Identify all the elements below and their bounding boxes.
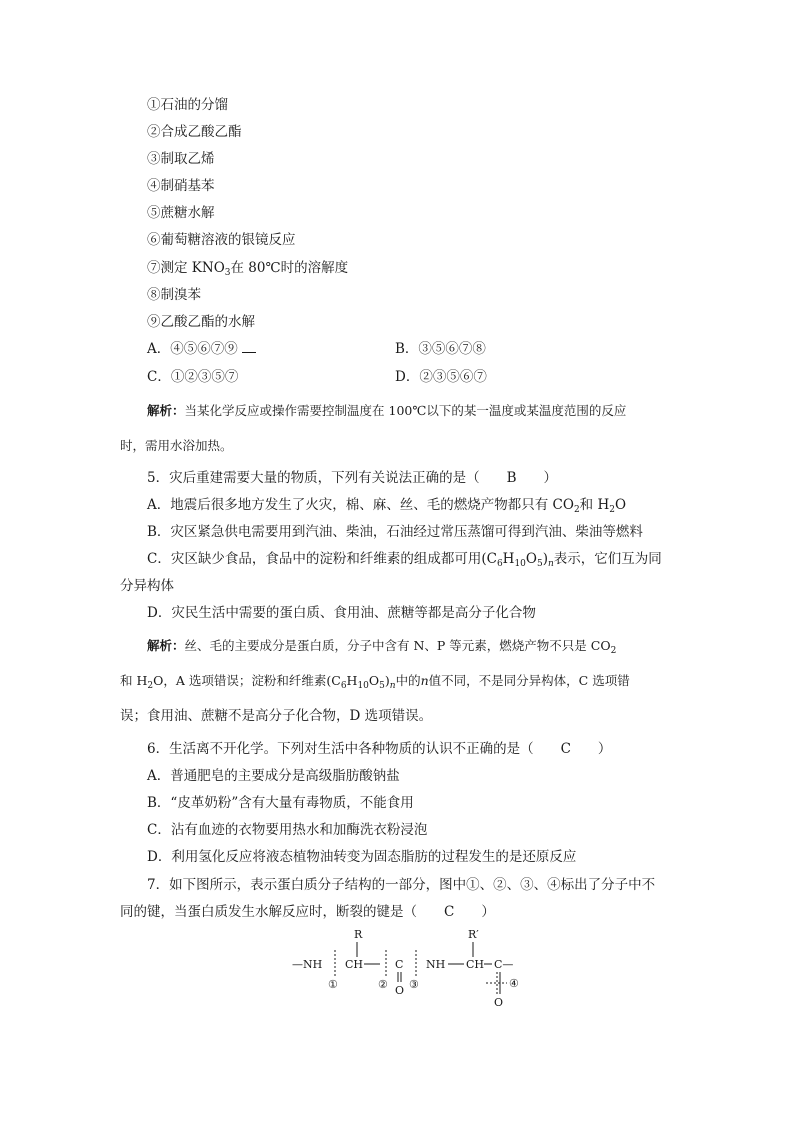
list-item-7: ⑦测定 $KNO_3$在 80℃时的溶解度 — [147, 260, 349, 278]
q5-option-c: C．灾区缺少食品，食品中的淀粉和纤维素的组成都可用$(C_6H_{10}O_5)_n$表示，它们互为同 — [147, 551, 662, 569]
q6-option-d: D．利用氢化反应将液态植物油转变为固态脂肪的过程发生的是还原反应 — [147, 849, 577, 865]
mark-2: ② — [378, 978, 388, 991]
oxygen-1: O — [395, 984, 405, 997]
chain-nh-2: NH — [426, 958, 446, 971]
q6-stem: 6．生活离不开化学。下列对生活中各种物质的认识不正确的是（ C ） — [147, 741, 612, 757]
mark-3: ③ — [409, 978, 419, 991]
substituent-r: R — [354, 928, 363, 941]
q5-option-a: A．地震后很多地方发生了火灾，棉、麻、丝、毛的燃烧产物都只有 $CO_2$和 $H_2O$ — [147, 497, 627, 515]
q6-option-b: B．“皮革奶粉”含有大量有毒物质，不能食用 — [147, 795, 414, 811]
q5-analysis-line1: 解析：丝、毛的主要成分是蛋白质，分子中含有 N、P 等元素，燃烧产物不只是 $CO_2$ — [147, 638, 617, 656]
q5-stem: 5．灾后重建需要大量的物质，下列有关说法正确的是（ B ） — [147, 470, 558, 486]
q7-stem-line1: 7．如下图所示，表示蛋白质分子结构的一部分，图中①、②、③、④标出了分子中不 — [147, 877, 656, 893]
list-item-3: ③制取乙烯 — [147, 151, 215, 167]
protein-structure-diagram — [292, 924, 532, 1009]
q4-analysis-line2: 时，需用水浴加热。 — [120, 438, 233, 453]
chain-c-1: C — [395, 958, 404, 971]
oxygen-2: O — [494, 996, 504, 1009]
list-item-2: ②合成乙酸乙酯 — [147, 124, 242, 140]
q5-option-b: B．灾区紧急供电需要用到汽油、柴油，石油经过常压蒸馏可得到汽油、柴油等燃料 — [147, 524, 643, 540]
mark-4: ④ — [509, 977, 519, 990]
list-item-6: ⑥葡萄糖溶液的银镜反应 — [147, 232, 296, 248]
list-item-8: ⑧制溴苯 — [147, 287, 201, 303]
q5-option-d: D．灾民生活中需要的蛋白质、食用油、蔗糖等都是高分子化合物 — [147, 605, 536, 621]
chain-ch-1: CH — [345, 958, 364, 971]
underline-blank — [242, 340, 256, 353]
option-d: D．②③⑤⑥⑦ — [395, 369, 487, 385]
list-item-9: ⑨乙酸乙酯的水解 — [147, 314, 255, 330]
list-item-5: ⑤蔗糖水解 — [147, 205, 215, 221]
chain-ch-2: CH — [466, 958, 485, 971]
analysis-label: 解析： — [147, 403, 185, 418]
list-item-4: ④制硝基苯 — [147, 178, 215, 194]
list-item-1: ①石油的分馏 — [147, 97, 228, 113]
chain-nh-left: —NH — [292, 958, 323, 971]
chain-c-end: C— — [494, 958, 514, 971]
q6-option-c: C．沾有血迹的衣物要用热水和加酶洗衣粉浸泡 — [147, 822, 428, 838]
q4-analysis-line1: 解析：当某化学反应或操作需要控制温度在 100℃以下的某一温度或某温度范围的反应 — [147, 403, 627, 418]
mark-1: ① — [328, 978, 338, 991]
q5-option-c-cont: 分异构体 — [120, 578, 174, 594]
q5-analysis-line3: 误；食用油、蔗糖不是高分子化合物，D 选项错误。 — [120, 708, 433, 724]
q5-analysis-line2: 和 $H_2O$，A 选项错误；淀粉和纤维素$(C_6H_{10}O_5)_n$中的n值不同，不是同分异构体，C 选项错 — [120, 673, 630, 691]
q6-option-a: A．普通肥皂的主要成分是高级脂肪酸钠盐 — [147, 768, 400, 784]
substituent-r-prime: R′ — [468, 928, 479, 941]
q7-stem-line2: 同的键，当蛋白质发生水解反应时，断裂的键是（ C ） — [120, 904, 495, 920]
option-b: B．③⑤⑥⑦⑧ — [395, 341, 486, 357]
option-a: A．④⑤⑥⑦⑨ — [147, 340, 256, 358]
option-c: C．①②③⑤⑦ — [147, 369, 239, 385]
